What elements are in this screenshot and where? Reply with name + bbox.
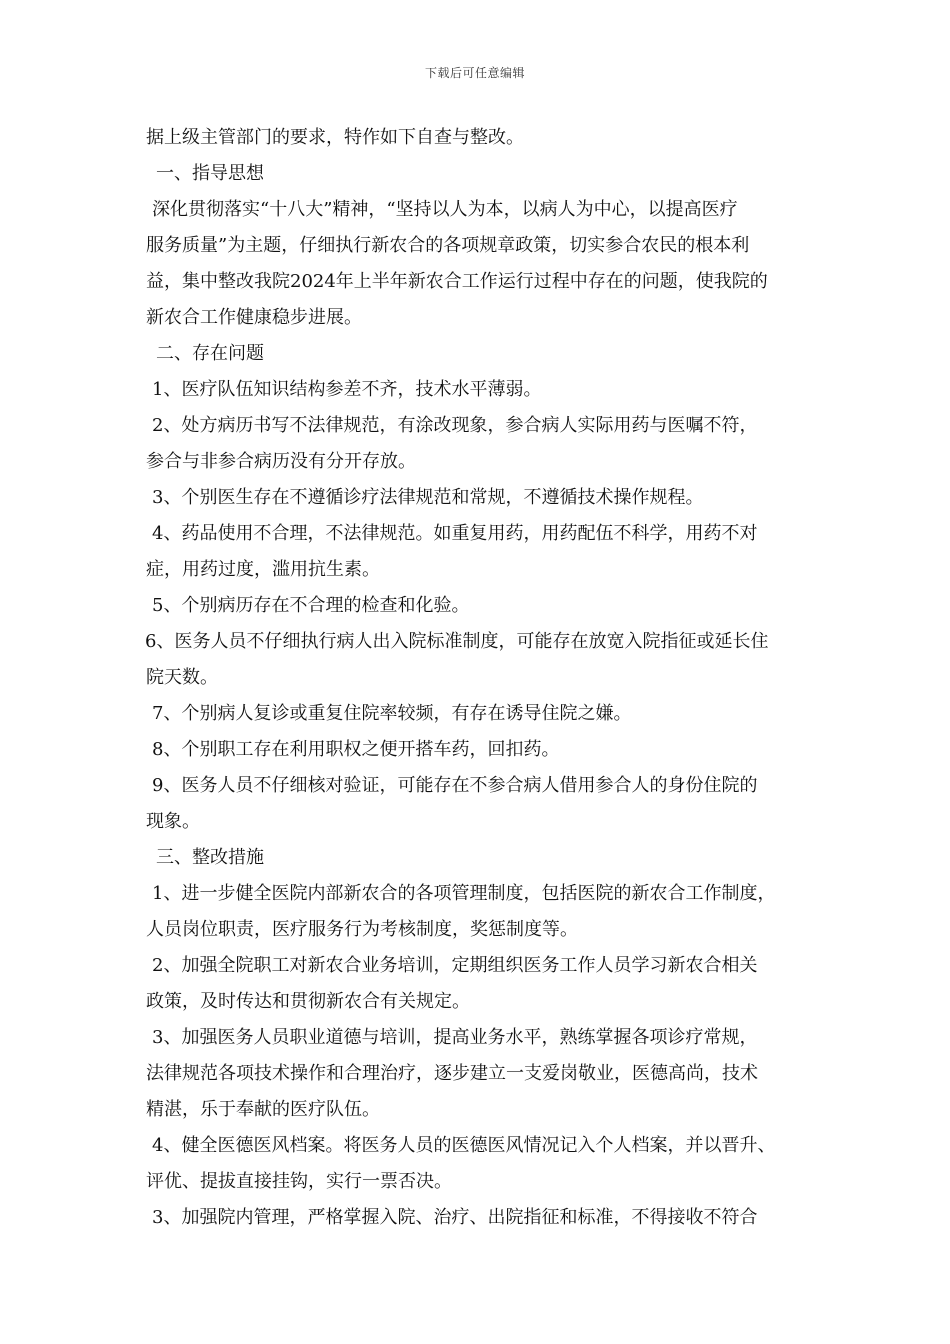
list-item: 8、个别职工存在利用职权之便开搭车药，回扣药。 [152,739,560,760]
list-item-continuation: 院天数。 [146,667,218,688]
list-item: 9、医务人员不仔细核对验证，可能存在不参合病人借用参合人的身份住院的 [152,775,758,796]
paragraph-line: 新农合工作健康稳步进展。 [146,307,362,328]
list-item: 3、加强院内管理，严格掌握入院、治疗、出院指征和标准，不得接收不符合 [152,1207,758,1228]
list-item-continuation: 法律规范各项技术操作和合理治疗，逐步建立一支爱岗敬业，医德高尚，技术 [146,1063,758,1084]
section-heading: 一、指导思想 [156,163,264,184]
page-header: 下载后可任意编辑 [424,66,525,80]
document-body [146,120,816,1236]
list-item-continuation: 人员岗位职责，医疗服务行为考核制度，奖惩制度等。 [146,919,578,940]
list-item: 4、健全医德医风档案。将医务人员的医德医风情况记入个人档案，并以晋升、 [152,1135,776,1156]
list-item: 6、医务人员不仔细执行病人出入院标准制度，可能存在放宽入院指征或延长住 [145,631,769,652]
list-item-continuation: 现象。 [146,811,200,832]
list-item: 7、个别病人复诊或重复住院率较频，有存在诱导住院之嫌。 [152,703,632,724]
paragraph-line: 服务质量”为主题，仔细执行新农合的各项规章政策，切实参合农民的根本利 [146,235,750,256]
list-item: 4、药品使用不合理，不法律规范。如重复用药，用药配伍不科学，用药不对 [152,523,758,544]
list-item-continuation: 症，用药过度，滥用抗生素。 [146,559,380,580]
list-item: 2、处方病历书写不法律规范，有涂改现象，参合病人实际用药与医嘱不符， [152,415,758,436]
list-item-continuation: 政策，及时传达和贯彻新农合有关规定。 [146,991,470,1012]
paragraph-line: 益，集中整改我院2024年上半年新农合工作运行过程中存在的问题，使我院的 [146,271,768,292]
list-item-continuation: 评优、提拔直接挂钩，实行一票否决。 [146,1171,452,1192]
list-item: 3、个别医生存在不遵循诊疗法律规范和常规，不遵循技术操作规程。 [152,487,704,508]
section-heading: 二、存在问题 [156,343,264,364]
list-item: 1、进一步健全医院内部新农合的各项管理制度，包括医院的新农合工作制度， [152,883,776,904]
list-item: 3、加强医务人员职业道德与培训，提高业务水平，熟练掌握各项诊疗常规， [152,1027,758,1048]
list-item-continuation: 精湛，乐于奉献的医疗队伍。 [146,1099,380,1120]
paragraph-line: 据上级主管部门的要求，特作如下自查与整改。 [146,127,524,148]
list-item: 5、个别病历存在不合理的检查和化验。 [152,595,470,616]
paragraph-line: 深化贯彻落实“十八大”精神，“坚持以人为本，以病人为中心，以提高医疗 [152,199,738,220]
list-item-continuation: 参合与非参合病历没有分开存放。 [146,451,416,472]
section-heading: 三、整改措施 [156,847,264,868]
list-item: 2、加强全院职工对新农合业务培训，定期组织医务工作人员学习新农合相关 [152,955,758,976]
list-item: 1、医疗队伍知识结构参差不齐，技术水平薄弱。 [152,379,542,400]
